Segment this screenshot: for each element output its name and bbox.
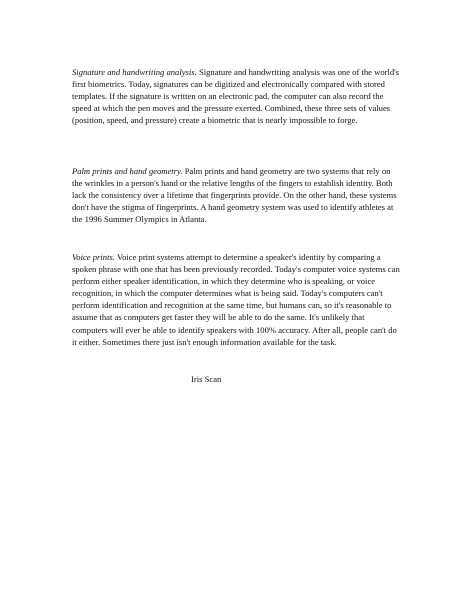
- section-heading: Voice prints.: [72, 252, 115, 262]
- section-body: Palm prints and hand geometry are two systems that rely on the wrinkles in a person's hand or the relative lengths of the fingers to establish identity. Both lack the consistency over a lifetime that fingerprints provide. On the other hand, these systems don't have the stigma of fingerprints. A hand geometry system was used to identify athletes at the 1996 Summer Olympics in Atlanta.: [72, 166, 397, 225]
- section-body: Voice print systems attempt to determine a speaker's identity by comparing a spoken phrase with one that has been previously recorded. Today's computer voice systems can perform either speaker identification, in which they determine who is speaking, or voice recognition, in which the computer determines what is being said. Today's computers can't perform identification and recognition at the same time, but humans can, so it's reasonable to assume that as computers get faster they will be able to do the same. It's unlikely that computers will ever be able to identify speakers with 100% accuracy. After all, people can't do it either. Sometimes there just isn't enough information available for the task.: [72, 252, 400, 347]
- signature-line: Iris Scan: [191, 374, 222, 384]
- section-body: Signature and handwriting analysis was one of the world's first biometrics. Today, signatures can be digitized and electronically compared with stored templates. If the signature is written on an electronic pad, the computer can also record the speed at which the pen moves and the pressure exerted. Combined, these three sets of values (position, speed, and pressure) create a biometric that is nearly impossible to forge.: [72, 67, 400, 126]
- section-heading: Signature and handwriting analysis.: [72, 67, 197, 77]
- section-voice-prints: [72, 251, 402, 348]
- section-heading: Palm prints and hand geometry.: [72, 166, 183, 176]
- section-signature-handwriting: [72, 66, 402, 126]
- section-palm-prints: [72, 165, 402, 225]
